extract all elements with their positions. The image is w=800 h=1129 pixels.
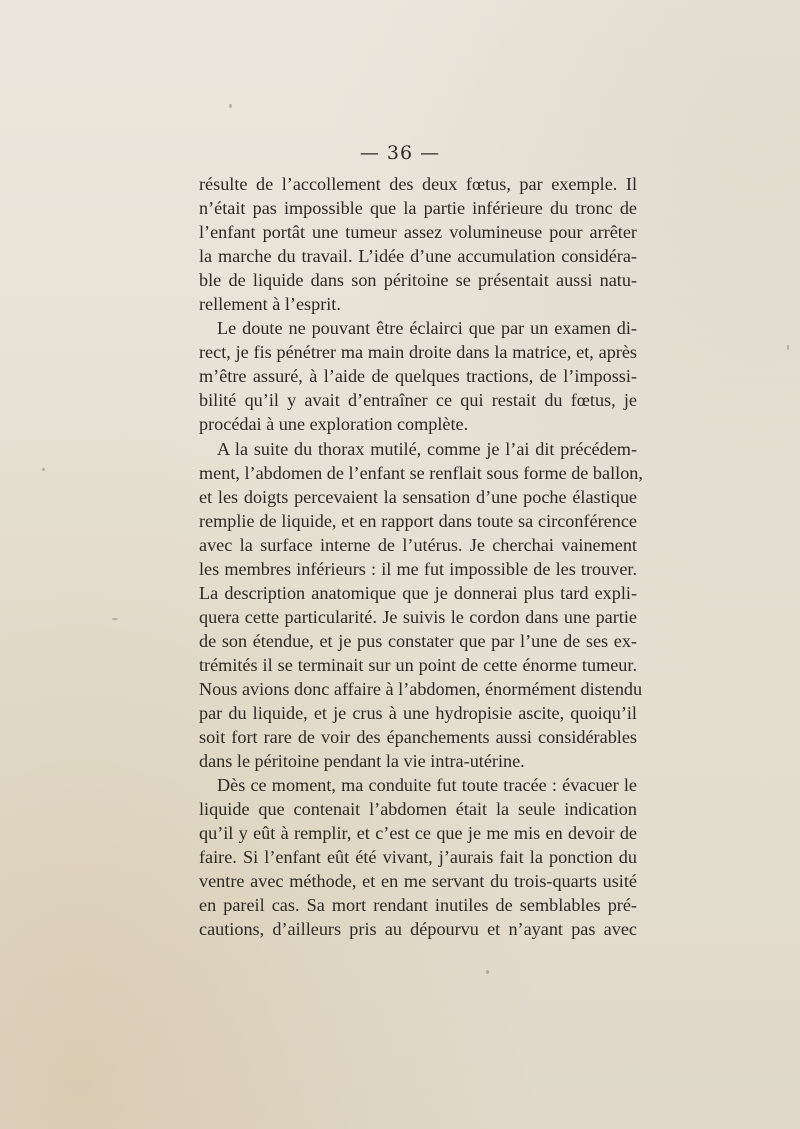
text-line: Nous avions donc affaire à l’abdomen, énormément distendu (199, 678, 643, 699)
text-line: cautions, d’ailleurs pris au dépourvu et n’ayant pas avec (199, 919, 637, 940)
text-line: remplie de liquide, et en rapport dans toute sa circonférence (199, 510, 637, 531)
paper-speck (229, 104, 232, 108)
paper-speck (787, 345, 789, 350)
text-line: résulte de l’accollement des deux fœtus, par exemple. Il (199, 174, 637, 194)
text-line: Le doute ne pouvant être éclairci que par un examen di- (217, 318, 637, 339)
text-line: de son étendue, et je pus constater que par l’une de ses ex- (199, 630, 637, 651)
text-line: avec la surface interne de l’utérus. Je cherchai vainement (199, 534, 637, 555)
text-line: ble de liquide dans son péritoine se présentait aussi natu- (199, 270, 637, 291)
page-number: — 36 — (359, 142, 441, 164)
text-line: trémités il se terminait sur un point de cette énorme tumeur. (199, 654, 637, 675)
text-line: soit fort rare de voir des épanchements aussi considérables (199, 727, 637, 748)
text-line: la marche du travail. L’idée d’une accumulation considéra- (199, 246, 637, 267)
body-text (199, 172, 643, 942)
text-line: l’enfant portât une tumeur assez volumineuse pour arrêter (199, 222, 637, 243)
text-line: rect, je fis pénétrer ma main droite dans la matrice, et, après (199, 342, 637, 363)
text-line: procédai à une exploration complète. (199, 414, 469, 435)
text-line: faire. Si l’enfant eût été vivant, j’aurais fait la ponction du (199, 847, 637, 868)
text-line: n’était pas impossible que la partie inférieure du tronc de (199, 198, 637, 219)
text-line: A la suite du thorax mutilé, comme je l’ai dit précédem- (217, 438, 637, 459)
paper-speck (112, 618, 118, 620)
paper-speck (486, 970, 489, 974)
text-line: bilité qu’il y avait d’entraîner ce qui restait du fœtus, je (199, 390, 637, 411)
text-line: en pareil cas. Sa mort rendant inutiles de semblables pré- (199, 895, 637, 916)
text-line: m’être assuré, à l’aide de quelques tractions, de l’impossi- (199, 366, 637, 387)
text-line: ment, l’abdomen de l’enfant se renflait sous forme de ballon, (199, 462, 643, 483)
text-line: liquide que contenait l’abdomen était la seule indication (199, 799, 637, 820)
text-line: par du liquide, et je crus à une hydropisie ascite, quoiqu’il (199, 703, 637, 724)
text-line: les membres inférieurs : il me fut impossible de les trouver. (199, 558, 637, 579)
paper-speck (42, 468, 45, 471)
text-line: et les doigts percevaient la sensation d’une poche élastique (199, 486, 637, 507)
text-line: ventre avec méthode, et en me servant du trois-quarts usité (199, 871, 637, 892)
text-line: Dès ce moment, ma conduite fut toute tracée : évacuer le (217, 775, 637, 796)
text-line: quera cette particularité. Je suivis le cordon dans une partie (199, 606, 637, 627)
text-line: dans le péritoine pendant la vie intra-utérine. (199, 751, 525, 772)
text-line: La description anatomique que je donnerai plus tard expli- (199, 582, 637, 603)
text-line: rellement à l’esprit. (199, 294, 341, 315)
text-line: qu’il y eût à remplir, et c’est ce que je me mis en devoir de (199, 823, 637, 844)
